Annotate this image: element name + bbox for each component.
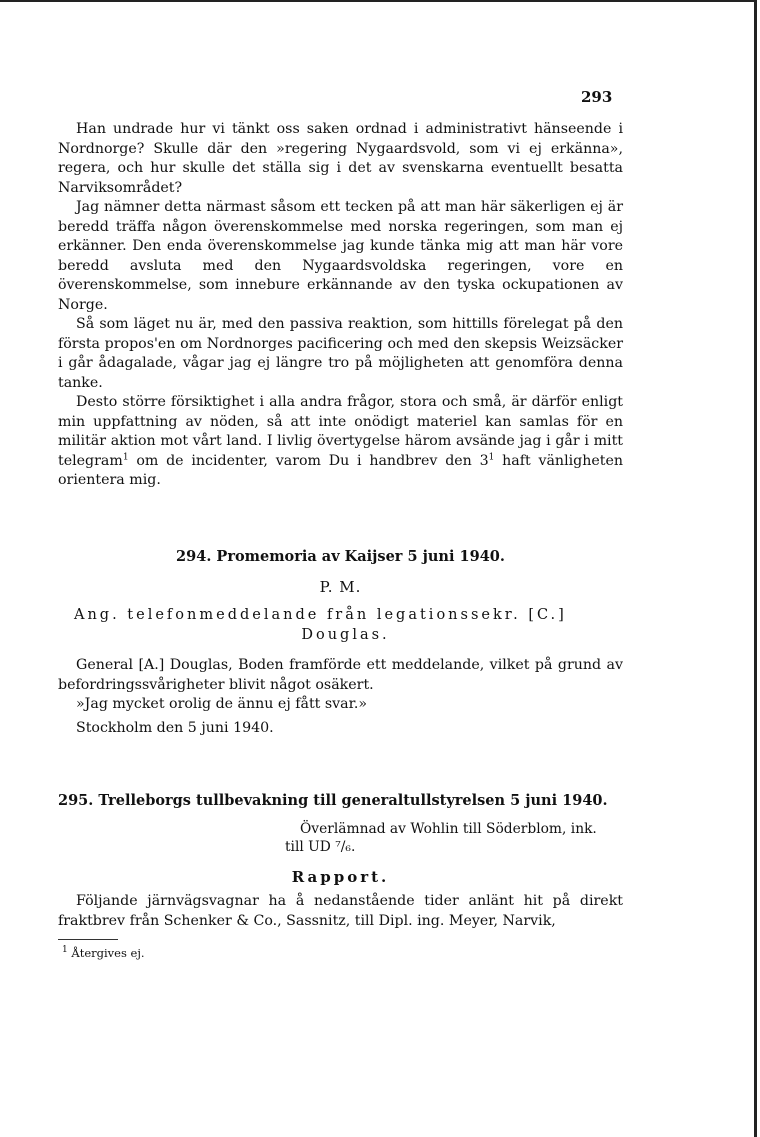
section-293-continuation: [58, 120, 623, 491]
footnote-marker: 1: [62, 945, 68, 956]
paragraph: »Jag mycket orolig de ännu ej fått svar.»: [76, 696, 368, 712]
footnote-text: Återgives ej.: [67, 946, 145, 960]
paragraph-with-footnote: [58, 393, 623, 491]
subject-line-1: Ang. telefonmeddelande från legationssekr. [C.]: [74, 607, 567, 623]
section-294-heading: 294. Promemoria av Kaijser 5 juni 1940.: [176, 548, 505, 565]
page-number: 293: [581, 88, 613, 106]
routing-note: [285, 820, 625, 856]
section-294-body: [58, 656, 623, 738]
rapport-title: Rapport.: [291, 868, 390, 886]
paragraph: Jag nämner detta närmast såsom ett tecken på att man här säkerligen ej är beredd träffa någon överenskommelse med norska regeringen, som man ej erkänner. Den enda överenskommelse jag kunde tänka mig att man här vore beredd avsluta med den Nygaardsvoldska regeringen, vore en överenskommelse, som innebure erkännande av den tyska ockupationen av Norge.: [58, 199, 623, 313]
subject: [58, 605, 623, 645]
paragraph: Stockholm den 5 juni 1940.: [76, 719, 274, 736]
text-run: Desto större försiktighet i alla andra frågor, stora och små, är därför enligt min uppfattning av nöden, så att inte onödigt materiel kan samlas för en militär aktion mot vårt land. I livlig övertygelse härom avsände jag i går i mitt telegram: [58, 394, 623, 469]
routing-line-1: Överlämnad av Wohlin till Söderblom, ink.: [300, 821, 597, 837]
paragraph: General [A.] Douglas, Boden framförde ett meddelande, vilket på grund av befordringssvårigheter blivit något osäkert.: [58, 657, 623, 693]
paragraph: Följande järnvägsvagnar ha å nedanstående tider anlänt hit på direkt fraktbrev från Schenker & Co., Sassnitz, till Dipl. ing. Meyer, Narvik,: [58, 893, 623, 929]
text-run: om de incidenter, varom Du i handbrev den 3: [128, 452, 489, 469]
subject-line-2: Douglas.: [301, 627, 390, 643]
footnote-ref: 1: [122, 451, 129, 462]
paragraph: Så som läget nu är, med den passiva reaktion, som hittills förelegat på den första propos'en om Nordnorges pacificering och med den skepsis Weizsäcker i går ådagalade, vågar jag ej längre tro på möjligheten att genomföra denna tanke.: [58, 316, 623, 391]
routing-line-2: till UD ⁷/₆.: [285, 839, 356, 855]
section-295-heading: 295. Trelleborgs tullbevakning till generaltullstyrelsen 5 juni 1940.: [58, 792, 608, 809]
paragraph: Han undrade hur vi tänkt oss saken ordnad i administrativt hänseende i Nordnorge? Skulle där den »regering Nygaardsvold, som vi ej erkänna», regera, och hur skulle det ställa sig i det av svenskarna eventuellt besatta Narviksområdet?: [58, 121, 623, 196]
pm-title: P. M.: [319, 578, 362, 596]
text-run: haft vänligheten orientera mig.: [58, 452, 623, 488]
footnote-rule: [58, 939, 118, 940]
footnote: [62, 946, 145, 960]
section-295-body: [58, 892, 623, 931]
footnote-ref: 1: [488, 451, 495, 462]
